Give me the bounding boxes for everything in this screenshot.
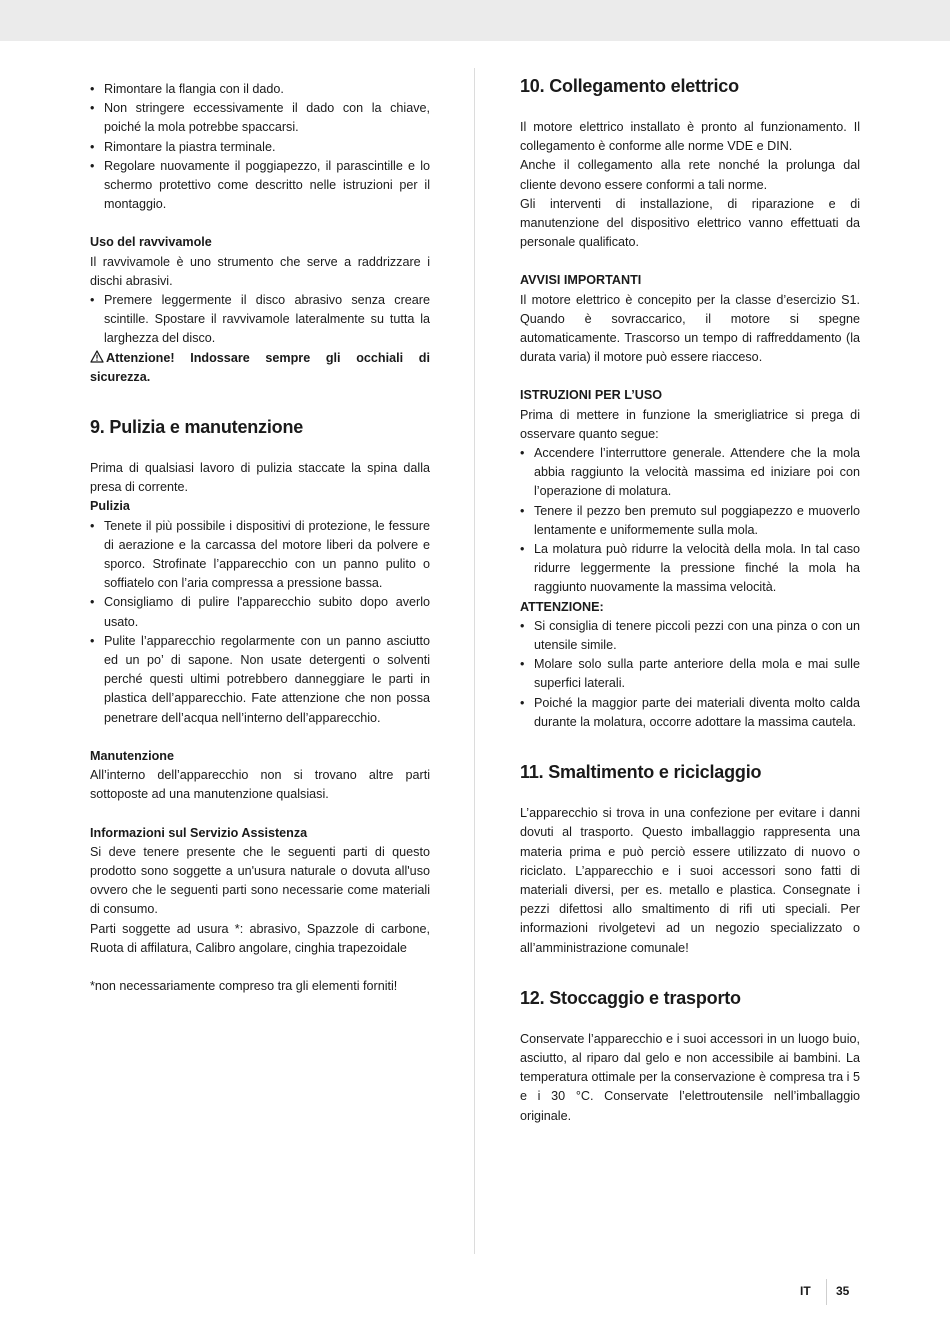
list-item: • Accendere l’interruttore generale. Attendere che la mola abbia raggiunto la velocità massima ed iniziare poi con l’operazione di molatura.: [520, 444, 860, 502]
footer-divider: [826, 1279, 827, 1305]
list-item: • Regolare nuovamente il poggiapezzo, il parascintille e lo schermo protettivo come descritto nelle istruzioni per il montaggio.: [90, 157, 430, 215]
attenzione-list: [520, 617, 860, 732]
safety-warning: [90, 349, 430, 387]
ravvivamole-heading: Uso del ravvivamole: [90, 235, 212, 250]
top-bar: [0, 0, 950, 41]
manutenzione-heading: Manutenzione: [90, 748, 174, 763]
wear-parts-text: Parti soggette ad usura *: abrasivo, Spazzole di carbone, Ruota di affilatura, Calibro angolare, cinghia trapezoidale: [90, 921, 430, 955]
pulizia-list: [90, 517, 430, 728]
servizio-heading: Informazioni sul Servizio Assistenza: [90, 825, 308, 840]
list-item: • Si consiglia di tenere piccoli pezzi con una pinza o con un utensile simile.: [520, 617, 860, 655]
list-item: • Pulite l’apparecchio regolarmente con un panno asciutto ed un po’ di sapone. Non usate detergenti o solventi perché questi ultimi potrebbero danneggiare le parti in plastica dell’apparecchio. Fate attenzione che non possa penetrare dell’acqua nell’interno dell’apparecchio.: [90, 632, 430, 728]
attenzione-heading: ATTENZIONE:: [520, 599, 604, 614]
list-item: • Premere leggermente il disco abrasivo senza creare scintille. Spostare il ravvivamole lateralmente su tutta la larghezza del disco.: [90, 291, 430, 349]
section-9-intro: Prima di qualsiasi lavoro di pulizia staccate la spina dalla presa di corrente.: [90, 461, 430, 495]
column-divider: [474, 68, 475, 1254]
istruzioni-list: [520, 444, 860, 598]
list-item: • Poiché la maggior parte dei materiali diventa molto calda durante la molatura, occorre adottare la massima cautela.: [520, 694, 860, 732]
pulizia-heading: Pulizia: [90, 499, 130, 514]
right-column: [520, 74, 860, 1126]
paragraph: Anche il collegamento alla rete nonché la prolunga dal cliente devono essere conformi a tali norme.: [520, 158, 860, 192]
section-10-heading: 10. Collegamento elettrico: [520, 76, 739, 96]
ravvivamole-list: [90, 291, 430, 349]
warning-text: Attenzione! Indossare sempre gli occhiali di sicurezza.: [90, 350, 430, 384]
ravvivamole-text: Il ravvivamole è uno strumento che serve a raddrizzare i dischi abrasivi.: [90, 254, 430, 288]
avvisi-text: Il motore elettrico è concepito per la classe d’esercizio S1. Quando è sovraccarico, il motore si spegne automaticamente. Trascorso un tempo di raffreddamento (la durata varia) il motore può essere riacceso.: [520, 292, 860, 365]
left-column: [90, 80, 430, 996]
section-11-text: L’apparecchio si trova in una confezione per evitare i danni dovuti al trasporto. Questo imballaggio rappresenta una materia prima e può perciò essere utilizzato di nuovo o riciclato. L’apparecchio e i suoi accessori sono fatti di materiali diversi, per es. metallo e plastica. Consegnate i pezzi difettosi allo smaltimento di rifi uti speciali. Per informazioni rivolgetevi ad un negozio specializzato o all’amministrazione comunale!: [520, 806, 860, 955]
page-number: 35: [836, 1284, 850, 1298]
servizio-text: Si deve tenere presente che le seguenti parti di questo prodotto sono soggette a un'usura naturale o dovuta all'uso ovvero che le seguenti parti sono necessarie come materiali di consumo.: [90, 844, 430, 917]
paragraph: Gli interventi di installazione, di riparazione e di manutenzione del dispositivo elettrico vanno effettuati da personale qualificato.: [520, 196, 860, 250]
list-item: • Molare solo sulla parte anteriore della mola e mai sulle superfici laterali.: [520, 655, 860, 693]
warning-icon: [90, 350, 104, 363]
istruzioni-text: Prima di mettere in funzione la smerigliatrice si prega di osservare quanto segue:: [520, 407, 860, 441]
section-12-heading: 12. Stoccaggio e trasporto: [520, 987, 741, 1008]
istruzioni-heading: ISTRUZIONI PER L’USO: [520, 388, 663, 403]
avvisi-heading: AVVISI IMPORTANTI: [520, 273, 642, 288]
list-item: • Tenere il pezzo ben premuto sul poggiapezzo e muoverlo lentamente e uniformemente sulla mola.: [520, 502, 860, 540]
list-item: • La molatura può ridurre la velocità della mola. In tal caso ridurre leggermente la pressione finché la mola ha raggiunto nuovamente la massima velocità.: [520, 540, 860, 598]
section-11-heading: 11. Smaltimento e riciclaggio: [520, 762, 762, 783]
footnote: *non necessariamente compreso tra gli elementi forniti!: [90, 978, 398, 993]
language-code: IT: [800, 1284, 811, 1298]
list-item: • Consigliamo di pulire l'apparecchio subito dopo averlo usato.: [90, 593, 430, 631]
section-12-text: Conservate l’apparecchio e i suoi accessori in un luogo buio, asciutto, al riparo dal gelo e non accessibile ai bambini. La temperatura ottimale per la conservazione è compresa tra i 5 e i 30 °C. Conservate l’elettroutensile nell’imballaggio originale.: [520, 1031, 860, 1123]
section-9-heading: 9. Pulizia e manutenzione: [90, 417, 304, 438]
list-item: • Tenete il più possibile i dispositivi di protezione, le fessure di aerazione e la carcassa del motore liberi da polvere e sporco. Strofinate l’apparecchio con un panno pulito o soffiatelo con l’aria compressa a pressione bassa.: [90, 517, 430, 594]
list-item: • Non stringere eccessivamente il dado con la chiave, poiché la mola potrebbe spaccarsi.: [90, 99, 430, 137]
manutenzione-text: All’interno dell’apparecchio non si trovano altre parti sottoposte ad una manutenzione qualsiasi.: [90, 768, 430, 802]
list-item: • Rimontare la piastra terminale.: [90, 138, 430, 157]
list-item: • Rimontare la flangia con il dado.: [90, 80, 430, 99]
reassembly-list: [90, 80, 430, 214]
paragraph: Il motore elettrico installato è pronto al funzionamento. Il collegamento è conforme alle norme VDE e DIN.: [520, 120, 860, 154]
